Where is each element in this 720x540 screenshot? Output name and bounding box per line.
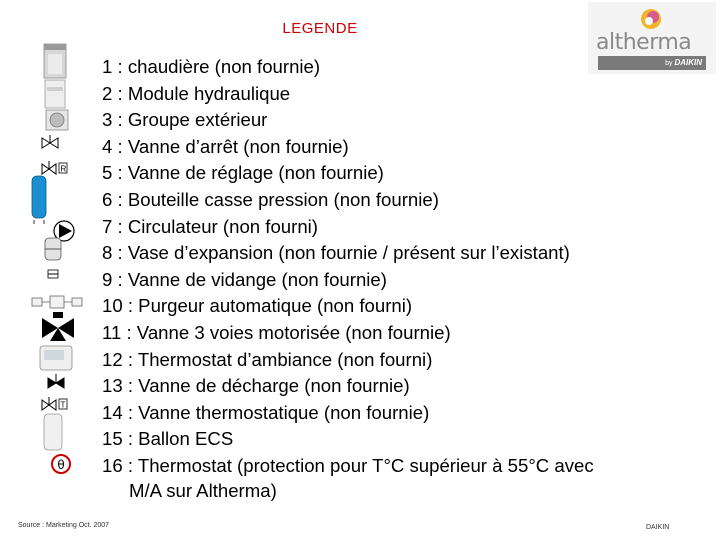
legend-item-5: 5 : Vanne de réglage (non fournie) xyxy=(102,162,384,184)
legend-item-12: 12 : Thermostat d’ambiance (non fourni) xyxy=(102,348,433,370)
legend-item-3: 3 : Groupe extérieur xyxy=(102,109,268,131)
outdoor-unit-icon xyxy=(46,110,68,130)
expansion-vessel-icon xyxy=(45,238,61,260)
logo-by-text: by xyxy=(665,60,673,67)
protection-thermostat-symbol: θ xyxy=(57,458,65,472)
legend-item-6: 6 : Bouteille casse pression (non fournie) xyxy=(102,188,439,210)
legend-list xyxy=(102,54,712,502)
legend-item-1: 1 : chaudière (non fournie) xyxy=(102,56,321,77)
footer-source: Source : Marketing Oct. 2007 xyxy=(18,522,110,529)
thermostatic-valve-label: T xyxy=(60,400,66,410)
legend-icons xyxy=(28,42,88,482)
legend-item-16 xyxy=(102,453,712,502)
pressure-bottle-icon xyxy=(32,176,46,224)
legend-item-8: 8 : Vase d’expansion (non fournie / présent sur l’existant) xyxy=(102,242,570,264)
logo-swirl-icon xyxy=(640,8,662,30)
dhw-tank-icon xyxy=(44,414,62,450)
three-way-valve-icon xyxy=(42,312,74,341)
legend-item-15: 15 : Ballon ECS xyxy=(102,428,234,450)
page-title: LEGENDE xyxy=(282,20,358,37)
legend-item-13: 13 : Vanne de décharge (non fournie) xyxy=(102,375,410,397)
legend-item-11: 11 : Vanne 3 voies motorisée (non fournie) xyxy=(102,321,451,343)
stop-valve-icon xyxy=(42,135,58,148)
legend-item-14: 14 : Vanne thermostatique (non fournie) xyxy=(102,401,430,423)
footer-brand: DAIKIN xyxy=(646,524,670,531)
legend-item-10: 10 : Purgeur automatique (non fourni) xyxy=(102,295,413,317)
drain-valve-icon xyxy=(48,270,58,278)
room-thermostat-icon xyxy=(40,346,72,370)
air-vent-icon xyxy=(32,296,82,308)
legend-item-16-text: 16 : Thermostat (protection pour T°C supérieur à 55°C avec xyxy=(102,454,594,476)
discharge-valve-icon xyxy=(48,374,64,388)
logo-brand-text: altherma xyxy=(596,30,692,55)
legend-item-7: 7 : Circulateur (non fourni) xyxy=(102,215,318,237)
legend-item-4: 4 : Vanne d’arrêt (non fournie) xyxy=(102,135,349,157)
logo-daikin-text: DAIKIN xyxy=(674,58,702,67)
legend-item-16-continuation: M/A sur Altherma) xyxy=(129,479,277,501)
regulating-valve-label: R xyxy=(60,164,67,174)
hydraulic-module-icon xyxy=(45,80,65,108)
boiler-icon xyxy=(44,44,66,78)
legend-item-9: 9 : Vanne de vidange (non fournie) xyxy=(102,268,387,290)
legend-item-2: 2 : Module hydraulique xyxy=(102,82,291,104)
